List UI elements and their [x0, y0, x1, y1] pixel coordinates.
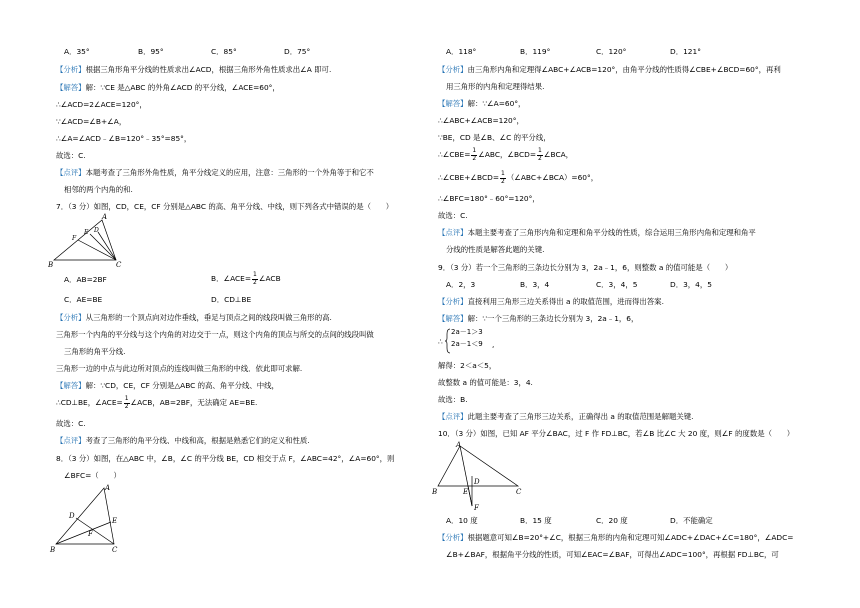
q10-label-d: D [474, 478, 480, 486]
q8-line-5: ∴∠BFC=180°﹣60°=120°， [438, 194, 540, 203]
q7-option-d: D．CD⊥BE [211, 295, 252, 304]
q6-option-b: B．95° [138, 47, 164, 56]
q7-label-a: A [102, 213, 108, 221]
q7-figure [48, 212, 138, 270]
q10-label-f: F [474, 504, 479, 512]
denominator: 2 [538, 154, 542, 162]
q7-bisector [90, 234, 116, 260]
q6-comment-text: 本题考查了三角形外角性质，角平分线定义的应用，注意：三角形的一个外角等于和它不 [85, 168, 374, 177]
denominator: 2 [501, 177, 505, 185]
analysis-tag: 【分析】 [56, 313, 86, 322]
q9-comment-text: 此题主要考查了三角形三边关系，正确得出 a 的取值范围是解题关键. [467, 412, 694, 421]
q7-option-a: A．AB=2BF [64, 275, 107, 284]
q10-figure [432, 440, 562, 512]
q6-analysis [56, 66, 331, 73]
q7-option-b-pre: B．∠ACE= [211, 274, 252, 283]
q8-analysis [438, 66, 781, 73]
denominator: 2 [253, 278, 257, 286]
q9-analysis-text: 直接利用三角形三边关系得出 a 的取值范围，进而得出答案. [467, 297, 664, 306]
q9-line-2: 故整数 a 的值可能是：3，4. [438, 378, 533, 387]
q9-answer-text: 解：∵一个三角形的三条边长分别为 3，2a﹣1，6， [467, 314, 639, 323]
q8-line-3-pre: ∴∠CBE= [438, 150, 471, 159]
q9-line-1: 解得：2＜a＜5， [438, 361, 497, 370]
answer-tag: 【解答】 [438, 314, 468, 323]
numerator: 1 [472, 147, 477, 154]
q10-option-b: B．15 度 [520, 516, 552, 525]
q8-analysis-cont: 用三角形的内角和定理得结果. [446, 82, 545, 91]
q10-analysis-text: 根据题意可知∠B=20°+∠C，根据三角形的内角和定理可知∠ADC+∠DAC+∠C=180°，∠ADC= [467, 533, 794, 542]
q8-bisector-cd [76, 518, 114, 544]
q10-stem: 10．（3 分）如图，已知 AF 平分∠BAC，过 F 作 FD⊥BC，若∠B 比∠C 大 20 度，则∠F 的度数是（ ） [438, 429, 795, 438]
q8-label-e: E [112, 517, 118, 525]
q9-inequality-1: 2a－1＞3 [451, 328, 483, 336]
q6-answer-text: 解：∵CE 是△ABC 的外角∠ACD 的平分线，∠ACE=60°， [85, 83, 280, 92]
q8-analysis-text: 由三角形内角和定理得∠ABC+∠ACB=120°，由角平分线的性质得∠CBE+∠BCD=60°，再利 [467, 65, 781, 74]
q7-label-e: E [84, 229, 89, 236]
q7-label-d: D [94, 227, 99, 234]
q7-analysis-3: 三角形的角平分线. [64, 347, 126, 356]
q10-option-a: A．10 度 [446, 516, 478, 525]
q8-stem: 8．（3 分）如图，在△ABC 中，∠B，∠C 的平分线 BE，CD 相交于点 F，∠ABC=42°，∠A=60°，则 [56, 454, 395, 463]
q8-stem-cont: ∠BFC=（ ） [64, 471, 121, 480]
q8-comment-text: 本题主要考查了三角形内角和定理和角平分线的性质，综合运用三角形内角和定理和角平 [467, 228, 756, 237]
q8-label-c: C [112, 546, 118, 554]
q10-option-d: D．不能确定 [670, 516, 713, 525]
analysis-tag: 【分析】 [438, 65, 468, 74]
answer-tag: 【解答】 [56, 83, 86, 92]
q10-label-c: C [516, 488, 522, 496]
q10-label-b: B [432, 488, 438, 496]
q9-option-b: B．3，4 [520, 280, 550, 289]
q9-answer [438, 315, 638, 322]
q8-line-3-mid: ∠ABC，∠BCD= [478, 150, 537, 159]
q9-option-a: A．2，3 [446, 280, 476, 289]
numerator: 1 [501, 170, 505, 177]
q8-label-b: B [50, 546, 56, 554]
q10-label-a: A [456, 441, 462, 449]
q7-line-1-post: ∠ACB，AB=2BF，无法确定 AE=BE. [130, 398, 258, 407]
q8-option-c: C．120° [596, 47, 627, 56]
q7-analysis-4: 三角形一边的中点与此边所对顶点的连线叫做三角形的中线．依此即可求解. [56, 364, 303, 373]
q8-label-f: F [88, 530, 93, 538]
q8-line-4 [438, 171, 598, 185]
numerator: 1 [538, 147, 542, 154]
q7-answer-text: 解：∵CD，CE，CF 分别是△ABC 的高、角平分线、中线， [85, 381, 279, 390]
q7-option-c: C．AE=BE [64, 295, 103, 304]
q8-bisector-be [56, 522, 111, 544]
comment-tag: 【点评】 [56, 436, 86, 445]
comment-tag: 【点评】 [438, 228, 468, 237]
q9-option-c: C．3，4，5 [596, 280, 638, 289]
q8-line-4-post: （∠ABC+∠BCA）=60°， [506, 173, 599, 182]
fraction [124, 396, 130, 410]
answer-tag: 【解答】 [56, 381, 86, 390]
q8-option-b: B．119° [520, 47, 551, 56]
q7-altitude [98, 232, 116, 260]
q7-line-1-pre: ∴CD⊥BE，∠ACE= [56, 398, 123, 407]
q9-line-3: 故选：B. [438, 395, 468, 404]
q9-therefore: ∴ [438, 337, 443, 346]
q6-line-4: 故选：C. [56, 151, 86, 160]
q10-analysis [438, 534, 793, 541]
q9-analysis [438, 298, 664, 305]
q8-label-a: A [105, 484, 111, 492]
q8-line-6: 故选：C. [438, 211, 468, 220]
q8-figure [48, 482, 128, 554]
fraction [471, 148, 477, 162]
q6-option-d: D．75° [284, 47, 311, 56]
q6-option-a: A．35° [64, 47, 90, 56]
comment-tag: 【点评】 [438, 412, 468, 421]
analysis-tag: 【分析】 [438, 533, 468, 542]
q8-triangle [56, 488, 114, 544]
q7-line-1 [56, 396, 257, 410]
analysis-tag: 【分析】 [438, 297, 468, 306]
q7-analysis [56, 314, 332, 321]
q7-analysis-2: 三角形一个内角的平分线与这个内角的对边交于一点，则这个内角的顶点与所交的点间的线段叫做 [56, 330, 374, 339]
answer-tag: 【解答】 [438, 99, 468, 108]
fraction [500, 171, 506, 185]
q7-label-c: C [116, 261, 122, 269]
q8-line-4-pre: ∴∠CBE+∠BCD= [438, 173, 500, 182]
q10-segment [468, 486, 472, 506]
q8-comment [438, 229, 756, 236]
q6-comment [56, 169, 374, 176]
q8-line-3-post: ∠BCA， [543, 150, 574, 159]
q7-option-b-post: ∠ACB [258, 274, 281, 283]
q6-comment-cont: 相邻的两个内角的和. [64, 185, 133, 194]
q8-option-a: A．118° [446, 47, 477, 56]
q8-comment-cont: 分线的性质是解答此题的关键. [446, 245, 545, 254]
q8-line-1: ∴∠ABC+∠ACB=120°， [438, 116, 524, 125]
q7-comment-text: 考查了三角形的角平分线、中线和高，根据是熟悉它们的定义和性质. [85, 436, 310, 445]
q7-triangle [54, 220, 116, 260]
q6-line-3: ∴∠A=∠ACD﹣∠B=120°﹣35°=85°， [56, 134, 192, 143]
q7-analysis-text: 从三角形的一个顶点向对边作垂线，垂足与顶点之间的线段叫做三角形的高. [85, 313, 332, 322]
q10-label-e: E [463, 488, 469, 496]
denominator: 2 [472, 154, 477, 162]
fraction [252, 272, 258, 286]
q8-label-d: D [69, 512, 75, 520]
q9-system-end: , [492, 340, 495, 349]
analysis-tag: 【分析】 [56, 65, 86, 74]
q7-label-f: F [72, 235, 77, 242]
q8-answer [438, 100, 525, 107]
q7-comment [56, 437, 310, 444]
q8-line-3 [438, 148, 573, 162]
q6-line-1: ∴∠ACD=2∠ACE=120°， [56, 100, 147, 109]
q6-option-c: C．85° [211, 47, 237, 56]
comment-tag: 【点评】 [56, 168, 86, 177]
q10-analysis-cont: ∠B+∠BAF，根据角平分线的性质，可知∠EAC=∠BAF，可得出∠ADC=100°，再根据 FD⊥BC，可 [446, 550, 779, 559]
denominator: 2 [124, 402, 129, 410]
numerator: 1 [124, 395, 129, 402]
q7-answer [56, 382, 279, 389]
q6-answer [56, 84, 280, 91]
q10-option-c: C．20 度 [596, 516, 628, 525]
q6-line-2: ∵∠ACD=∠B+∠A， [56, 117, 127, 126]
numerator: 1 [253, 271, 257, 278]
q7-line-2: 故选：C. [56, 419, 86, 428]
q8-option-d: D．121° [670, 47, 701, 56]
q6-analysis-text: 根据三角形角平分线的性质求出∠ACD，根据三角形外角性质求出∠A 即可. [85, 65, 332, 74]
q9-option-d: D．3，4，5 [670, 280, 712, 289]
q7-stem: 7．（3 分）如图，CD，CE，CF 分别是△ABC 的高、角平分线、中线，则下列各式中错误的是（ ） [56, 202, 394, 211]
q7-option-b [211, 272, 281, 286]
q7-label-b: B [48, 261, 54, 269]
q8-line-2: ∵BE，CD 是∠B、∠C 的平分线， [438, 133, 551, 142]
q9-stem: 9．（3 分）若一个三角形的三条边长分别为 3，2a﹣1，6，则整数 a 的值可能是（ ） [438, 263, 733, 272]
fraction [537, 148, 543, 162]
q9-comment [438, 413, 694, 420]
q8-answer-text: 解：∵∠A=60°， [467, 99, 526, 108]
q9-inequality-2: 2a－1＜9 [451, 340, 483, 348]
